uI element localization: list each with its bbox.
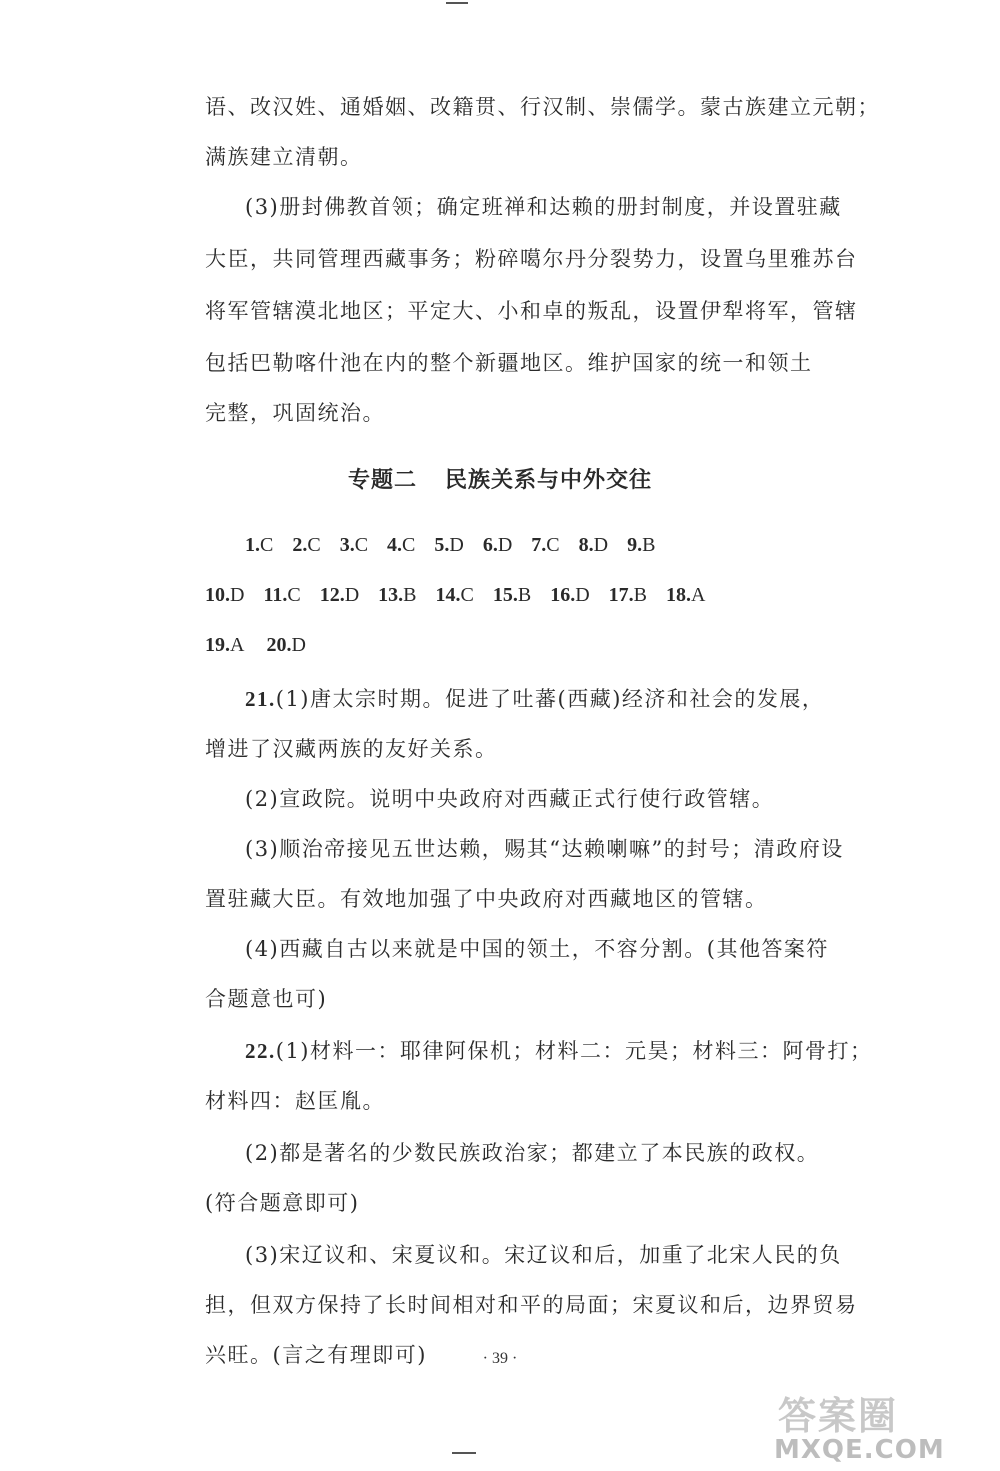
answer-item: 19.A [205, 634, 245, 656]
answer-row [205, 630, 765, 660]
section-heading-part2: 民族关系与中外交往 [445, 468, 653, 493]
answer-item: 10.D [205, 584, 245, 606]
answer-item: 7.C [531, 534, 560, 556]
paragraph-line: 满族建立清朝。 [205, 145, 363, 169]
answer-row [245, 530, 805, 560]
paragraph-line: (2)宣政院。说明中央政府对西藏正式行使行政管辖。 [245, 787, 775, 811]
paragraph-line: 担，但双方保持了长时间相对和平的局面；宋夏议和后，边界贸易 [205, 1293, 858, 1317]
question-number: 22. [245, 1039, 276, 1063]
answer-item: 16.D [550, 584, 590, 606]
paragraph-line: 材料四：赵匡胤。 [205, 1089, 385, 1113]
answer-item: 17.B [608, 584, 647, 606]
question-22-line: 22.(1)材料一：耶律阿保机；材料二：元昊；材料三：阿骨打； [245, 1039, 873, 1063]
answer-item: 14.C [435, 584, 474, 606]
answer-item: 6.D [482, 534, 513, 556]
answer-item: 20.D [266, 634, 306, 656]
top-mark [446, 2, 468, 4]
paragraph-line: (符合题意即可) [205, 1191, 360, 1215]
paragraph-line: 置驻藏大臣。有效地加强了中央政府对西藏地区的管辖。 [205, 887, 768, 911]
answer-item: 15.B [492, 584, 532, 606]
paragraph-line: (3)顺治帝接见五世达赖，赐其“达赖喇嘛”的封号；清政府设 [245, 837, 844, 861]
answer-item: 8.D [578, 534, 609, 556]
paragraph-line: 增进了汉藏两族的友好关系。 [205, 737, 498, 761]
paragraph-line: 语、改汉姓、通婚姻、改籍贯、行汉制、崇儒学。蒙古族建立元朝； [205, 95, 880, 119]
bottom-mark [452, 1452, 476, 1454]
paragraph-line: (4)西藏自古以来就是中国的领土，不容分割。(其他答案符 [245, 937, 829, 961]
answer-item: 2.C [292, 534, 321, 556]
answer-item: 1.C [245, 534, 274, 556]
answer-item: 4.C [387, 534, 416, 556]
paragraph-line: (2)都是著名的少数民族政治家；都建立了本民族的政权。 [245, 1141, 820, 1165]
question-21-line: 21.(1)唐太宗时期。促进了吐蕃(西藏)经济和社会的发展， [245, 687, 825, 711]
page-number: · 39 · [482, 1350, 518, 1367]
watermark-url: MXQE.COM [774, 1435, 945, 1465]
paragraph-line: (3)宋辽议和、宋夏议和。宋辽议和后，加重了北宋人民的负 [245, 1243, 842, 1267]
answer-item: 3.C [339, 534, 369, 556]
answer-item: 5.D [434, 534, 464, 556]
paragraph-line: (3)册封佛教首领；确定班禅和达赖的册封制度，并设置驻藏 [245, 195, 842, 219]
answer-item: 13.B [378, 584, 417, 606]
answer-row [205, 580, 765, 610]
answer-item: 12.D [319, 584, 360, 606]
answer-item: 18.A [665, 584, 706, 606]
section-heading-part1: 专题二 [347, 468, 417, 493]
answer-item: 9.B [627, 534, 656, 556]
paragraph-line: 合题意也可) [205, 987, 328, 1011]
watermark-logo: 答案圈 [778, 1394, 899, 1438]
paragraph-line: 包括巴勒喀什池在内的整个新疆地区。维护国家的统一和领土 [205, 351, 813, 375]
paragraph-line: 大臣，共同管理西藏事务；粉碎噶尔丹分裂势力，设置乌里雅苏台 [205, 247, 858, 271]
question-number: 21. [245, 687, 276, 711]
paragraph-line: 兴旺。(言之有理即可) [205, 1343, 427, 1367]
paragraph-line: 将军管辖漠北地区；平定大、小和卓的叛乱，设置伊犁将军，管辖 [205, 299, 858, 323]
section-heading [0, 463, 1000, 494]
paragraph-line: 完整，巩固统治。 [205, 401, 385, 425]
answer-item: 11.C [263, 584, 301, 606]
watermark [770, 1395, 980, 1465]
